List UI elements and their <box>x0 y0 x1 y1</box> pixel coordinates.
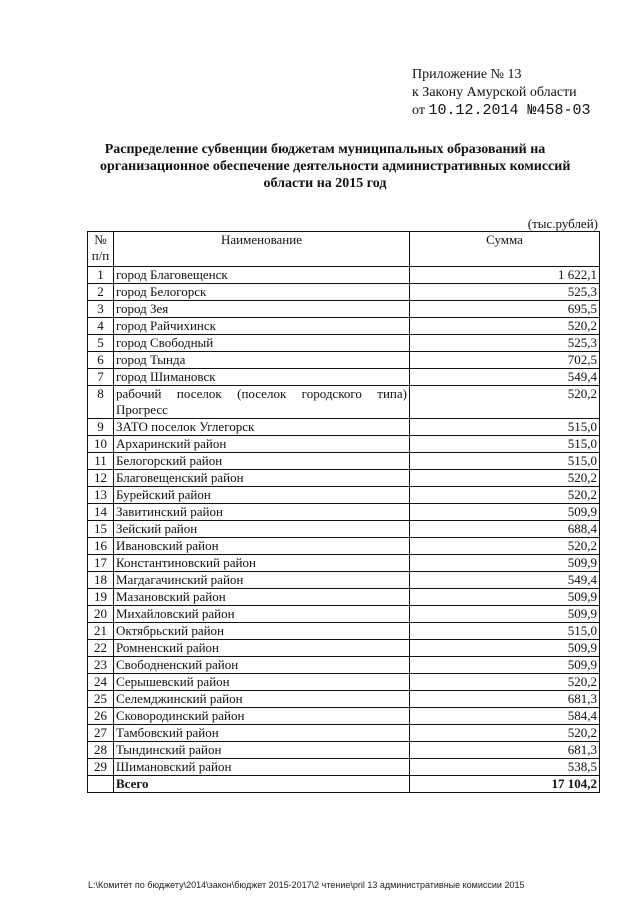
row-name: рабочий поселок (поселок городского типа) Прогресс <box>114 386 410 419</box>
row-sum: 520,2 <box>410 470 600 487</box>
row-number: 14 <box>88 504 114 521</box>
row-sum: 515,0 <box>410 436 600 453</box>
file-path-footer: L:\Комитет по бюджету\2014\закон\бюджет 2015-2017\2 чтение\pril 13 административные комиссии 2015 <box>88 880 525 890</box>
row-number: 20 <box>88 606 114 623</box>
row-number: 5 <box>88 335 114 352</box>
row-sum: 509,9 <box>410 657 600 674</box>
table-row <box>88 759 600 776</box>
total-label: Всего <box>114 776 410 793</box>
table-body <box>88 267 600 776</box>
unit-label: (тыс.рублей) <box>527 216 598 231</box>
row-name: Ивановский район <box>114 538 410 555</box>
row-number: 23 <box>88 657 114 674</box>
row-sum: 520,2 <box>410 487 600 504</box>
row-name: город Шимановск <box>114 369 410 386</box>
table-row <box>88 284 600 301</box>
header-number-abbr: п/п <box>91 248 110 263</box>
total-number-cell <box>88 776 114 793</box>
row-name: Архаринский район <box>114 436 410 453</box>
appendix-date: 10.12.2014 №458-03 <box>428 102 591 119</box>
document-title <box>100 141 571 192</box>
row-sum: 520,2 <box>410 386 600 419</box>
row-sum: 549,4 <box>410 369 600 386</box>
row-name: Ромненский район <box>114 640 410 657</box>
row-number: 26 <box>88 708 114 725</box>
row-name: город Благовещенск <box>114 267 410 284</box>
table-row <box>88 419 600 436</box>
row-name: Константиновский район <box>114 555 410 572</box>
table-row <box>88 623 600 640</box>
row-sum: 515,0 <box>410 419 600 436</box>
total-sum: 17 104,2 <box>410 776 600 793</box>
row-number: 25 <box>88 691 114 708</box>
table-row <box>88 555 600 572</box>
row-name: Шимановский район <box>114 759 410 776</box>
row-sum: 515,0 <box>410 453 600 470</box>
table-row <box>88 572 600 589</box>
table-row <box>88 657 600 674</box>
row-number: 7 <box>88 369 114 386</box>
row-number: 13 <box>88 487 114 504</box>
table-row <box>88 538 600 555</box>
row-number: 10 <box>88 436 114 453</box>
header-number <box>88 232 114 267</box>
row-name: Сковородинский район <box>114 708 410 725</box>
row-number: 12 <box>88 470 114 487</box>
row-sum: 688,4 <box>410 521 600 538</box>
row-name: Белогорский район <box>114 453 410 470</box>
row-sum: 509,9 <box>410 555 600 572</box>
table-row <box>88 504 600 521</box>
row-name: город Зея <box>114 301 410 318</box>
row-number: 24 <box>88 674 114 691</box>
table-row <box>88 589 600 606</box>
row-sum: 702,5 <box>410 352 600 369</box>
table-row <box>88 487 600 504</box>
table-row <box>88 436 600 453</box>
table-row <box>88 691 600 708</box>
table-row <box>88 674 600 691</box>
row-name: Тамбовский район <box>114 725 410 742</box>
row-name: город Райчихинск <box>114 318 410 335</box>
row-sum: 520,2 <box>410 318 600 335</box>
row-name: Свободненский район <box>114 657 410 674</box>
title-line-3: области на 2015 год <box>263 176 387 191</box>
header-sum: Сумма <box>410 232 600 267</box>
header-name: Наименование <box>114 232 410 267</box>
row-sum: 584,4 <box>410 708 600 725</box>
table-row <box>88 352 600 369</box>
table-row <box>88 318 600 335</box>
row-name: Завитинский район <box>114 504 410 521</box>
row-sum: 1 622,1 <box>410 267 600 284</box>
row-name: Магдагачинский район <box>114 572 410 589</box>
row-name: Октябрьский район <box>114 623 410 640</box>
row-number: 27 <box>88 725 114 742</box>
header-number-sign: № <box>94 232 107 247</box>
row-number: 21 <box>88 623 114 640</box>
subvention-table <box>87 231 600 793</box>
table-row <box>88 453 600 470</box>
row-number: 29 <box>88 759 114 776</box>
row-name: Благовещенский район <box>114 470 410 487</box>
row-number: 6 <box>88 352 114 369</box>
row-sum: 681,3 <box>410 691 600 708</box>
row-number: 3 <box>88 301 114 318</box>
row-name: город Тында <box>114 352 410 369</box>
row-sum: 695,5 <box>410 301 600 318</box>
row-number: 16 <box>88 538 114 555</box>
table-row <box>88 742 600 759</box>
row-sum: 509,9 <box>410 589 600 606</box>
row-number: 9 <box>88 419 114 436</box>
row-sum: 509,9 <box>410 504 600 521</box>
row-sum: 509,9 <box>410 640 600 657</box>
row-number: 19 <box>88 589 114 606</box>
title-line-1: Распределение субвенции бюджетам муниципальных образований на <box>104 142 546 157</box>
row-name: Селемджинский район <box>114 691 410 708</box>
row-number: 18 <box>88 572 114 589</box>
row-sum: 509,9 <box>410 606 600 623</box>
row-number: 15 <box>88 521 114 538</box>
table-row <box>88 267 600 284</box>
row-sum: 520,2 <box>410 538 600 555</box>
row-number: 8 <box>88 386 114 419</box>
row-name: Мазановский район <box>114 589 410 606</box>
row-name: город Белогорск <box>114 284 410 301</box>
row-sum: 681,3 <box>410 742 600 759</box>
row-name: Зейский район <box>114 521 410 538</box>
row-name: Тындинский район <box>114 742 410 759</box>
row-sum: 520,2 <box>410 725 600 742</box>
row-number: 17 <box>88 555 114 572</box>
row-sum: 549,4 <box>410 572 600 589</box>
table-row <box>88 301 600 318</box>
row-number: 4 <box>88 318 114 335</box>
row-number: 1 <box>88 267 114 284</box>
row-number: 2 <box>88 284 114 301</box>
row-number: 11 <box>88 453 114 470</box>
row-sum: 515,0 <box>410 623 600 640</box>
table-row <box>88 335 600 352</box>
table-row <box>88 725 600 742</box>
table-row <box>88 521 600 538</box>
row-name: город Свободный <box>114 335 410 352</box>
appendix-number: Приложение № 13 <box>412 67 522 82</box>
row-sum: 538,5 <box>410 759 600 776</box>
row-sum: 525,3 <box>410 284 600 301</box>
title-line-2: организационное обеспечение деятельности административных комиссий <box>100 159 571 174</box>
row-name: Михайловский район <box>114 606 410 623</box>
row-name: ЗАТО поселок Углегорск <box>114 419 410 436</box>
appendix-date-prefix: от <box>412 103 429 118</box>
table-row <box>88 708 600 725</box>
appendix-header <box>412 66 590 120</box>
table-row <box>88 369 600 386</box>
row-name: Серышевский район <box>114 674 410 691</box>
total-row <box>88 776 600 793</box>
table-header-row <box>88 232 600 267</box>
table-row <box>88 606 600 623</box>
table-row <box>88 470 600 487</box>
row-number: 22 <box>88 640 114 657</box>
appendix-date-line <box>412 102 590 120</box>
row-name: Бурейский район <box>114 487 410 504</box>
table-row <box>88 386 600 419</box>
row-number: 28 <box>88 742 114 759</box>
appendix-law: к Закону Амурской области <box>412 85 577 100</box>
table-row <box>88 640 600 657</box>
row-sum: 520,2 <box>410 674 600 691</box>
row-sum: 525,3 <box>410 335 600 352</box>
